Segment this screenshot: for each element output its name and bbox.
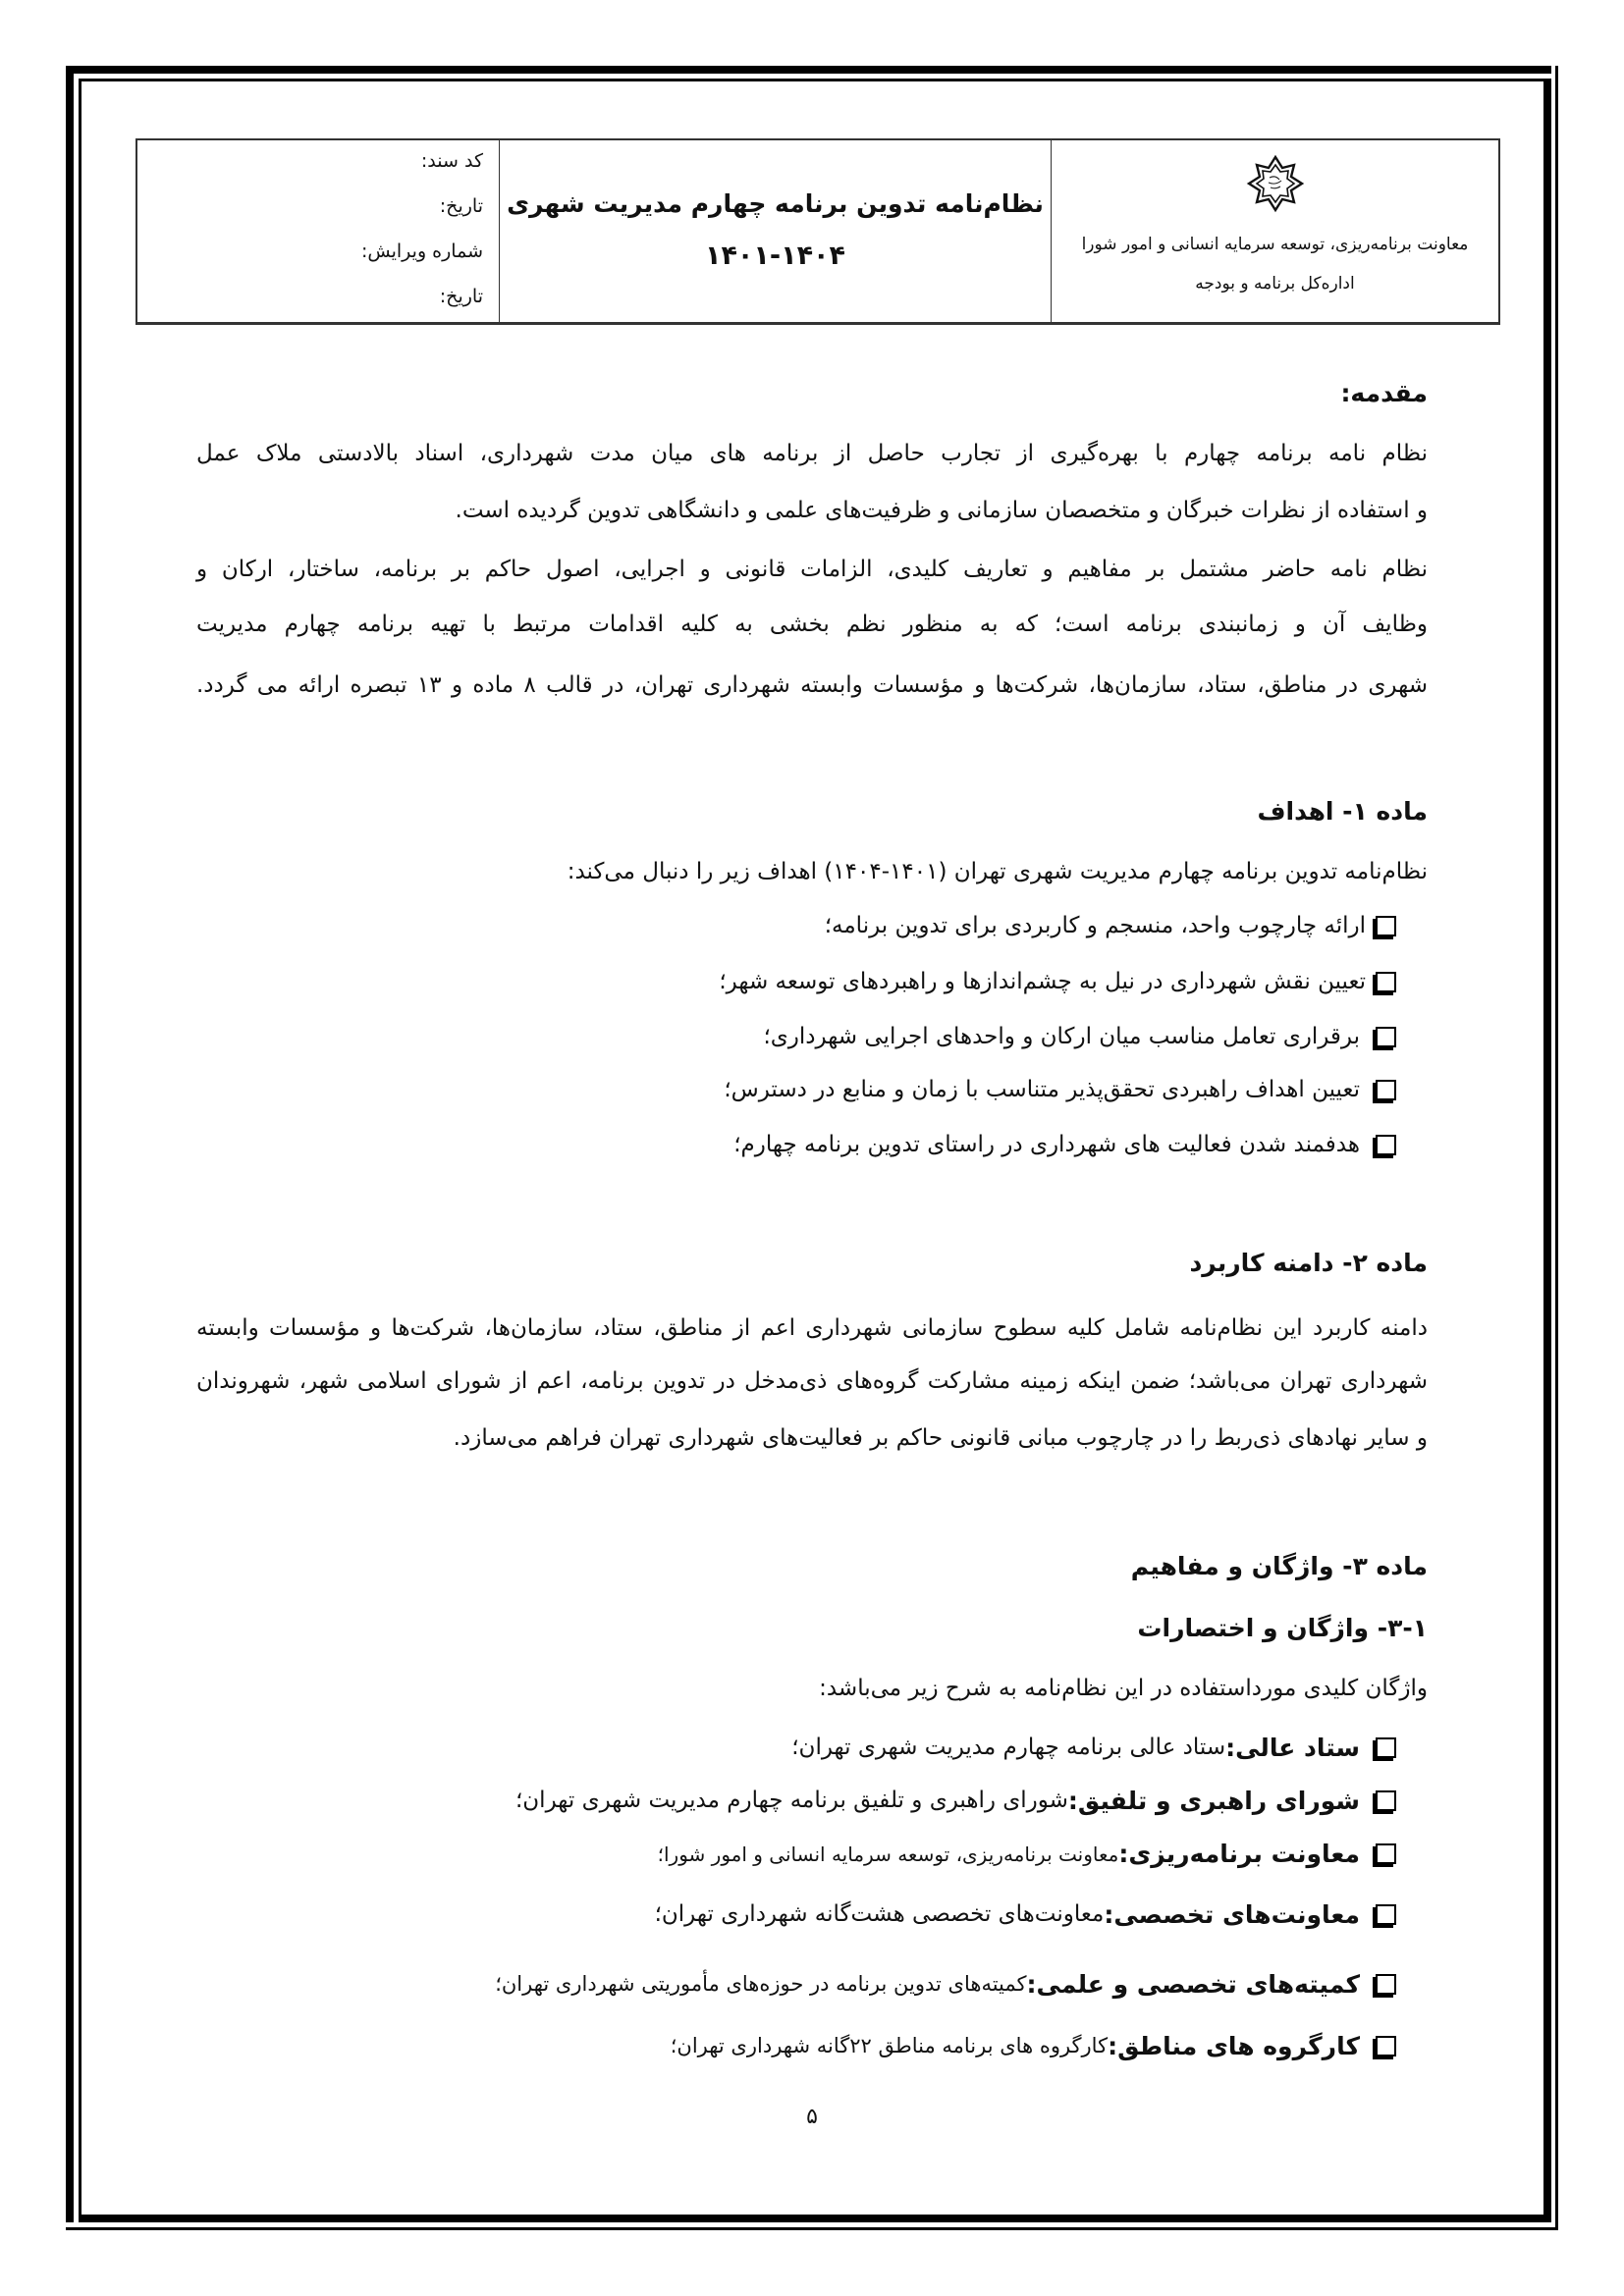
org-department-name: اداره‌کل برنامه و بودجه bbox=[1195, 274, 1355, 294]
checkbox-bullet-icon bbox=[1376, 1737, 1396, 1758]
goal-text: هدفمند شدن فعالیت های شهرداری در راستای تدوین برنامه چهارم؛ bbox=[733, 1132, 1360, 1157]
article3-subheading: ۳-۱- واژگان و اختصارات bbox=[1137, 1614, 1428, 1642]
checkbox-bullet-icon bbox=[1376, 1135, 1396, 1155]
page-border-left-thin bbox=[79, 79, 81, 2222]
date-label: تاریخ: bbox=[439, 195, 483, 217]
goal-item bbox=[724, 1079, 1396, 1101]
org-deputy-name: معاونت برنامه‌ریزی، توسعه سرمایه انسانی و امور شورا bbox=[1081, 235, 1469, 254]
revision-number-label: شماره ویرایش: bbox=[360, 240, 483, 262]
page-border-top-thick bbox=[66, 66, 1551, 74]
term-definition: کارگروه های برنامه مناطق ۲۲گانه شهرداری تهران؛ bbox=[670, 2034, 1109, 2057]
intro-line: نظام نامه حاضر مشتمل بر مفاهیم و تعاریف کلیدی، الزامات قانونی و اجرایی، اصول حاکم بر برنامه، ساختار، ارکان و bbox=[196, 557, 1428, 582]
term-item bbox=[495, 1972, 1396, 1997]
term-definition: ستاد عالی برنامه چهارم مدیریت شهری تهران؛ bbox=[791, 1735, 1226, 1760]
goal-item bbox=[719, 971, 1396, 993]
intro-heading: مقدمه: bbox=[1340, 379, 1428, 407]
term-name: کارگروه های مناطق: bbox=[1108, 2032, 1360, 2060]
checkbox-bullet-icon bbox=[1376, 1843, 1396, 1864]
header-org-cell bbox=[1052, 140, 1498, 322]
article3-heading: ماده ۳- واژگان و مفاهیم bbox=[1130, 1552, 1428, 1580]
checkbox-bullet-icon bbox=[1376, 1904, 1396, 1925]
checkbox-bullet-icon bbox=[1376, 1790, 1396, 1811]
goal-item bbox=[763, 1026, 1396, 1048]
page-border-bottom-thin bbox=[66, 2227, 1558, 2230]
term-item bbox=[658, 1842, 1396, 1866]
term-definition: معاونت‌های تخصصی هشت‌گانه شهرداری تهران؛ bbox=[654, 1901, 1105, 1927]
goal-item bbox=[733, 1134, 1396, 1156]
page-number: ۵ bbox=[806, 2105, 818, 2129]
goal-item bbox=[825, 915, 1396, 937]
tehran-municipality-logo-icon bbox=[1246, 154, 1305, 213]
page-border-right-thick bbox=[1543, 79, 1551, 2222]
article2-line: و سایر نهادهای ذی‌ربط را در چارچوب مبانی قانونی حاکم بر فعالیت‌های شهرداری تهران فراهم می‌سازد. bbox=[453, 1425, 1428, 1451]
goal-text: ارائه چارچوب واحد، منسجم و کاربردی برای تدوین برنامه؛ bbox=[824, 913, 1366, 938]
intro-line: نظام نامه برنامه چهارم با بهره‌گیری از تجارب حاصل از برنامه های میان مدت شهرداری، اسناد بالادستی ملاک عمل bbox=[196, 441, 1428, 466]
goal-text: تعیین نقش شهرداری در نیل به چشم‌اندازها و راهبردهای توسعه شهر؛ bbox=[719, 969, 1366, 994]
doc-code-label: کد سند: bbox=[420, 150, 483, 172]
document-period: ۱۴۰۱-۱۴۰۴ bbox=[704, 240, 846, 271]
term-name: معاونت‌های تخصصی: bbox=[1104, 1900, 1360, 1929]
term-item bbox=[671, 2034, 1396, 2058]
term-definition: معاونت برنامه‌ریزی، توسعه سرمایه انسانی و امور شورا؛ bbox=[657, 1842, 1119, 1866]
checkbox-bullet-icon bbox=[1376, 2036, 1396, 2056]
term-definition: کمیته‌های تدوین برنامه در حوزه‌های مأموریتی شهرداری تهران؛ bbox=[495, 1972, 1027, 1996]
article2-line: شهرداری تهران می‌باشد؛ ضمن اینکه زمینه مشارکت گروه‌های ذی‌مدخل در تدوین برنامه، اعم از شورای اسلامی شهر، شهروندان bbox=[196, 1368, 1428, 1394]
revision-date-label: تاریخ: bbox=[439, 286, 483, 307]
page-border-top-thin bbox=[79, 79, 1551, 81]
document-title: نظام‌نامه تدوین برنامه چهارم مدیریت شهری bbox=[507, 189, 1044, 218]
intro-line: وظایف آن و زمانبندی برنامه است؛ که به منظور نظم بخشی به کلیه اقدامات مرتبط با تهیه برنامه چهارم مدیریت bbox=[196, 612, 1428, 637]
checkbox-bullet-icon bbox=[1376, 1027, 1396, 1047]
article3-intro: واژگان کلیدی مورداستفاده در این نظام‌نامه به شرح زیر می‌باشد: bbox=[819, 1676, 1428, 1701]
term-item bbox=[655, 1902, 1396, 1927]
header-title-cell bbox=[500, 140, 1052, 322]
checkbox-bullet-icon bbox=[1376, 972, 1396, 992]
page-border-left-thick bbox=[66, 66, 74, 2222]
article1-intro: نظام‌نامه تدوین برنامه چهارم مدیریت شهری تهران (۱۴۰۱-۱۴۰۴) اهداف زیر را دنبال می‌کند: bbox=[567, 859, 1428, 884]
term-name: کمیته‌های تخصصی و علمی: bbox=[1026, 1970, 1360, 1999]
term-item bbox=[515, 1789, 1396, 1813]
goal-text: برقراری تعامل مناسب میان ارکان و واحدهای اجرایی شهرداری؛ bbox=[763, 1024, 1360, 1049]
intro-line: و استفاده از نظرات خبرگان و متخصصان سازمانی و ظرفیت‌های علمی و دانشگاهی تدوین گردیده است. bbox=[455, 498, 1428, 523]
article2-line: دامنه کاربرد این نظام‌نامه شامل کلیه سطوح سازمانی شهرداری اعم از مناطق، ستاد، سازمان‌ها، شرکت‌ها و مؤسسات وابسته bbox=[196, 1315, 1428, 1341]
goal-text: تعیین اهداف راهبردی تحقق‌پذیر متناسب با زمان و منابع در دسترس؛ bbox=[724, 1077, 1360, 1102]
header-meta-cell bbox=[137, 140, 500, 322]
checkbox-bullet-icon bbox=[1376, 916, 1396, 936]
checkbox-bullet-icon bbox=[1376, 1080, 1396, 1100]
page-border-bottom-thick bbox=[79, 2215, 1551, 2222]
term-definition: شورای راهبری و تلفیق برنامه چهارم مدیریت شهری تهران؛ bbox=[514, 1788, 1068, 1813]
intro-line: شهری در مناطق، ستاد، سازمان‌ها، شرکت‌ها و مؤسسات وابسته شهرداری تهران، در قالب ۸ ماده و ۱۳ تبصره ارائه می گردد. bbox=[196, 672, 1428, 698]
term-name: شورای راهبری و تلفیق: bbox=[1067, 1787, 1360, 1815]
document-header-table bbox=[135, 138, 1500, 325]
term-name: ستاد عالی: bbox=[1225, 1734, 1360, 1762]
term-name: معاونت برنامه‌ریزی: bbox=[1118, 1840, 1360, 1868]
page-border-right-thin bbox=[1555, 66, 1558, 2230]
article2-heading: ماده ۲- دامنه کاربرد bbox=[1189, 1249, 1428, 1277]
checkbox-bullet-icon bbox=[1376, 1974, 1396, 1995]
article1-heading: ماده ۱- اهداف bbox=[1257, 797, 1428, 826]
term-item bbox=[791, 1735, 1396, 1760]
